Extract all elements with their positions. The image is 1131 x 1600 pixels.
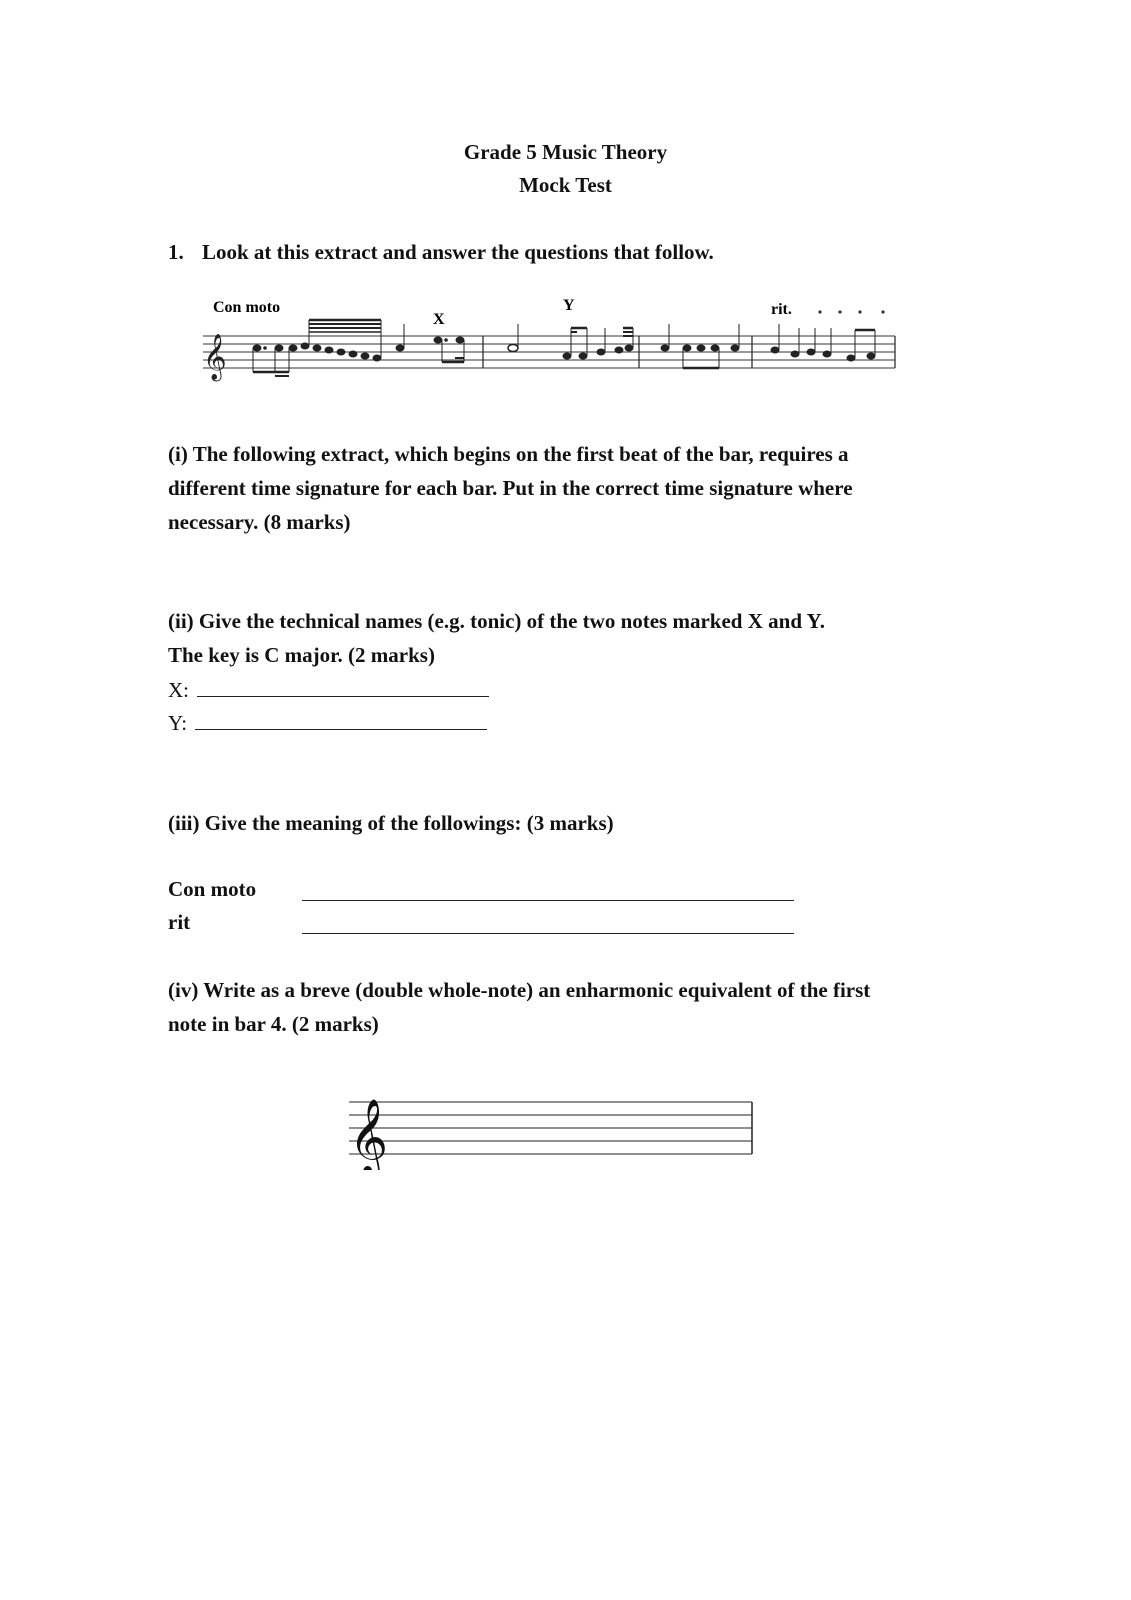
question-part-ii-line2: The key is C major. (2 marks)	[168, 643, 435, 667]
tempo-marking: Con moto	[213, 299, 281, 316]
question-part-i: (i) The following extract, which begins on the first beat of the bar, requires a different time signature for each bar. Put in the correct time signature where necessary. (8 marks)	[168, 442, 853, 534]
term-con-moto: Con moto	[168, 877, 257, 901]
answer-rit-blank[interactable]	[302, 913, 794, 934]
term-rit: rit	[168, 910, 191, 934]
bar-2-notes	[508, 324, 633, 359]
answer-y-label: Y:	[168, 711, 188, 735]
answer-x-label: X:	[168, 678, 189, 702]
page-title: Grade 5 Music Theory	[463, 140, 668, 164]
question-part-iii: (iii) Give the meaning of the followings: (3 marks)	[168, 811, 614, 835]
question-number: 1.	[168, 240, 184, 264]
question-part-iv-line2: note in bar 4. (2 marks)	[168, 1012, 379, 1036]
treble-clef-icon: 𝄞	[349, 1098, 389, 1170]
answer-staff-svg	[345, 1075, 760, 1170]
question-part-iv-line1: (iv) Write as a breve (double whole-note) an enharmonic equivalent of the first	[168, 978, 871, 1002]
answer-staff[interactable]	[345, 1075, 760, 1170]
answer-y-row	[168, 709, 487, 736]
bar-3-notes	[661, 324, 739, 368]
question-part-ii-line1: (ii) Give the technical names (e.g. tonic) of the two notes marked X and Y.	[168, 609, 825, 633]
answer-x-row	[168, 676, 489, 703]
answer-staff-lines	[349, 1102, 752, 1154]
answer-y-blank[interactable]	[195, 709, 487, 730]
question-prompt: Look at this extract and answer the questions that follow.	[202, 240, 714, 264]
treble-clef-icon: 𝄞	[203, 334, 227, 380]
rit-dots	[818, 310, 884, 313]
bar-4-notes	[771, 324, 875, 361]
music-extract-svg	[195, 290, 905, 390]
answer-x-blank[interactable]	[197, 676, 489, 697]
page-subtitle: Mock Test	[519, 173, 612, 197]
answer-con-moto-blank[interactable]	[302, 880, 794, 901]
rit-marking: rit.	[771, 301, 792, 318]
note-marker-y: Y	[563, 297, 575, 314]
note-marker-x: X	[433, 311, 445, 328]
music-extract	[195, 290, 905, 390]
